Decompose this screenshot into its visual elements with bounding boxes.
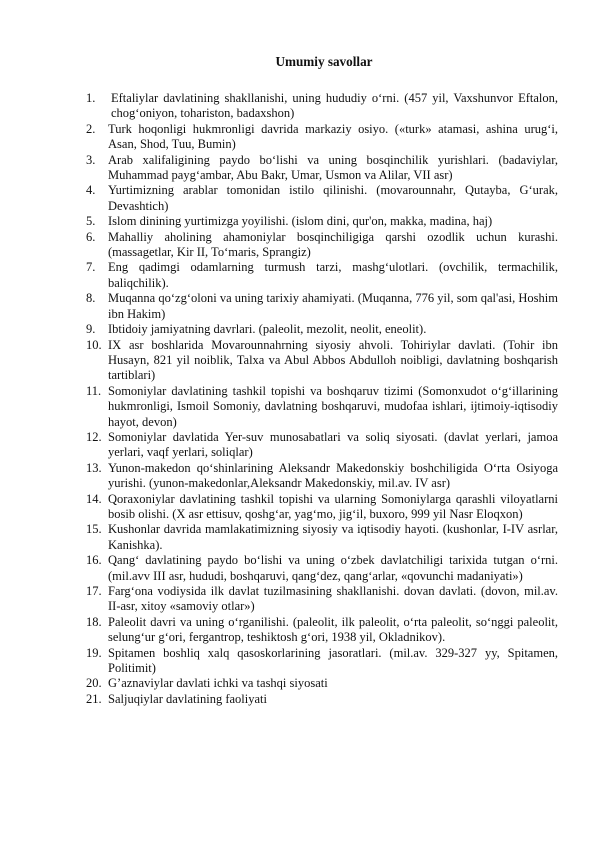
- question-number: 17.: [86, 584, 102, 598]
- question-item: [86, 91, 558, 122]
- question-number: 12.: [86, 429, 102, 444]
- question-number: 4.: [86, 183, 96, 198]
- question-item: [86, 122, 558, 153]
- question-text: G’aznaviylar davlati ichki va tashqi siyosati: [108, 676, 328, 691]
- document-page: [86, 54, 558, 707]
- question-text: Qang‘ davlatining paydo bo‘lishi va uning o‘zbek davlatchiligi tarixida tutgan o‘rni. (mil.avv III asr, hududi, boshqaruvi, qang‘dez, qang‘arlar, «qovunchi madaniyati»): [108, 553, 558, 583]
- question-number: 6.: [86, 229, 96, 244]
- question-text: Eng qadimgi odamlarning turmush tarzi, mashg‘ulotlari. (ovchilik, termachilik, baliqchilik).: [108, 260, 558, 290]
- question-text: Ibtidoiy jamiyatning davrlari. (paleolit, mezolit, neolit, eneolit).: [108, 322, 427, 337]
- question-number: 15.: [86, 522, 102, 537]
- question-number: 8.: [86, 291, 96, 306]
- question-text: Yunon-makedon qo‘shinlarining Aleksandr Makedonskiy boshchiligida O‘rta Osiyoga yurishi. (yunon-makedonlar,Aleksandr Makedonskiy, mil.av. IV asr): [108, 460, 558, 491]
- question-number: 3.: [86, 152, 96, 167]
- question-item: [86, 676, 558, 691]
- question-item: [86, 615, 558, 646]
- question-item: [86, 646, 558, 677]
- question-text: Muqanna qo‘zg‘oloni va uning tarixiy ahamiyati. (Muqanna, 776 yil, som qal'asi, Hoshim ibn Hakim): [108, 291, 558, 321]
- question-number: 10.: [86, 337, 102, 352]
- question-number: 9.: [86, 322, 96, 337]
- question-number: 18.: [86, 614, 102, 629]
- question-item: [86, 522, 558, 553]
- question-item: [86, 260, 558, 291]
- question-number: 16.: [86, 553, 102, 568]
- question-item: [86, 692, 558, 707]
- question-item: [86, 153, 558, 184]
- question-text: Somoniylar davlatining tashkil topishi va boshqaruv tizimi (Somonxudot o‘g‘illarining hukmronligi, Ismoil Somoniy, davlatning boshqaruvi, mudofaa ishlari, ijtimoiy-iqtisodiy hayot, devon): [108, 383, 558, 429]
- page-title: Umumiy savollar: [275, 54, 373, 69]
- question-item: [86, 553, 558, 584]
- question-text: Yurtimizning arablar tomonidan istilo qilinishi. (movarounnahr, Qutayba, G‘urak, Devashtich): [108, 183, 558, 213]
- question-number: 13.: [86, 460, 102, 475]
- question-item: [86, 291, 558, 322]
- question-text: Mahalliy aholining ahamoniylar bosqinchiligiga qarshi ozodlik uchun kurashi. (massagetlar, Kir II, To‘maris, Sprangiz): [108, 229, 558, 260]
- question-text: Arab xalifaligining paydo bo‘lishi va uning bosqinchilik yurishlari. (badaviylar, Muhammad payg‘ambar, Abu Bakr, Umar, Usmon va Alilar, VII asr): [108, 152, 558, 183]
- question-item: [86, 461, 558, 492]
- question-number: 2.: [86, 121, 96, 136]
- question-text: Spitamen boshliq xalq qasoskorlarining jasoratlari. (mil.av. 329-327 yy, Spitamen, Politimit): [108, 645, 558, 676]
- question-text: Somoniylar davlatida Yer-suv munosabatlari va soliq siyosati. (davlat yerlari, jamoa yerlari, vaqf yerlari, soliqlar): [108, 429, 558, 460]
- question-item: [86, 230, 558, 261]
- question-item: [86, 338, 558, 384]
- question-item: [86, 584, 558, 615]
- question-text: Paleolit davri va uning o‘rganilishi. (paleolit, ilk paleolit, o‘rta paleolit, so‘nggi paleolit, selung‘ur g‘ori, fergantrop, teshiktosh g‘ori, 1938 yil, Okladnikov).: [108, 614, 558, 645]
- question-item: [86, 384, 558, 430]
- question-number: 14.: [86, 491, 102, 506]
- question-item: [86, 430, 558, 461]
- question-text: Turk hoqonligi hukmronligi davrida markaziy osiyo. («turk» atamasi, ashina urug‘i, Asan, Shod, Tuu, Bumin): [108, 121, 558, 152]
- question-text: Farg‘ona vodiysida ilk davlat tuzilmasining shakllanishi. dovan davlati. (dovon, mil.av. II-asr, xitoy «samoviy otlar»): [108, 584, 558, 614]
- question-number: 21.: [86, 691, 102, 706]
- question-text: IX asr boshlarida Movarounnahrning siyosiy ahvoli. Tohiriylar davlati. (Tohir ibn Husayn, 821 yil noiblik, Talxa va Abul Abbos Abdulloh noibligi, davlatning boshqarish tartiblari): [108, 337, 558, 383]
- question-item: [86, 492, 558, 523]
- question-item: [86, 322, 558, 337]
- question-number: 11.: [86, 383, 102, 398]
- question-text: Islom dinining yurtimizga yoyilishi. (islom dini, qur'on, makka, madina, haj): [108, 214, 493, 229]
- question-text: Qoraxoniylar davlatining tashkil topishi va ularning Somoniylarga qarashli viloyatlarni bosib olishi. (X asr ettisuv, qoshg‘ar, yag‘mo, jig‘il, buxoro, 999 yil Nasr Eloqxon): [108, 491, 558, 521]
- question-item: [86, 183, 558, 214]
- question-item: [86, 214, 558, 229]
- question-list: [86, 91, 558, 707]
- question-number: 7.: [86, 260, 96, 275]
- question-text: Saljuqiylar davlatining faoliyati: [108, 691, 267, 706]
- question-text: Eftaliylar davlatining shakllanishi, uning hududiy o‘rni. (457 yil, Vaxshunvor Eftalon, chog‘oniyon, toharistоn, badaxshon): [111, 91, 558, 121]
- question-number: 1.: [86, 91, 96, 105]
- question-number: 20.: [86, 676, 102, 691]
- question-number: 19.: [86, 645, 102, 660]
- question-text: Kushonlar davrida mamlakatimizning siyosiy va iqtisodiy hayoti. (kushonlar, I-IV asrlar, Kanishka).: [108, 522, 558, 552]
- question-number: 5.: [86, 214, 96, 229]
